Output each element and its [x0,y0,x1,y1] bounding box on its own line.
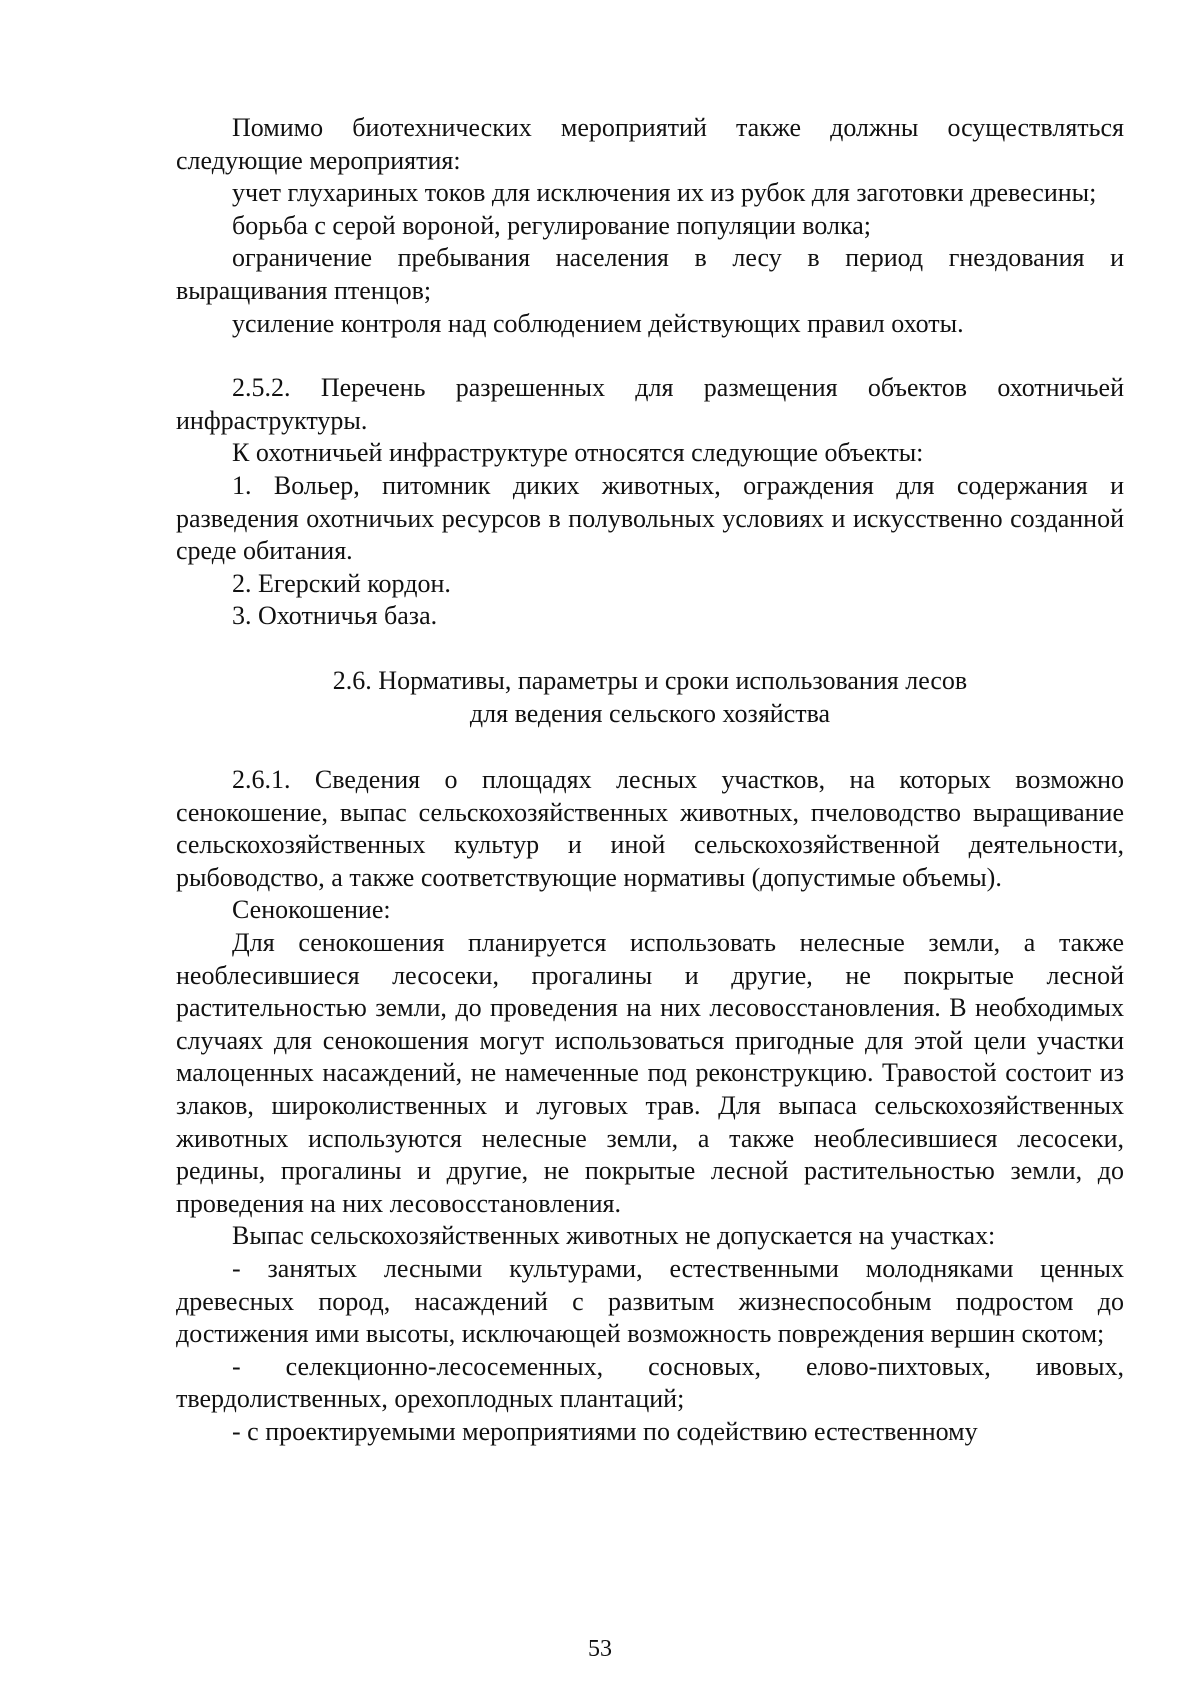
document-body [176,112,1124,1449]
list-item: - с проектируемыми мероприятиями по содействию естественному [232,1416,978,1446]
paragraph: Сенокошение: [232,895,391,925]
spacer [176,730,1124,764]
paragraph: усиление контроля над соблюдением действующих правил охоты. [232,308,964,338]
section-heading-line: для ведения сельского хозяйства [469,698,831,728]
section-title-2-6-1: 2.6.1. Сведения о площадях лесных участков, на которых возможно сенокошение, выпас сельскохозяйственных животных, пчеловодство выращивание сельскохозяйственных культур и иной сельскохозяйственной деятельности, рыбоводство, а также соответствующие нормативы (допустимые объемы). [176,765,1124,892]
paragraph: К охотничьей инфраструктуре относятся следующие объекты: [232,438,924,468]
paragraph: Выпас сельскохозяйственных животных не допускается на участках: [232,1221,996,1251]
list-item: - селекционно-лесосеменных, сосновых, елово-пихтовых, ивовых, твердолиственных, орехоплодных плантаций; [176,1351,1124,1414]
paragraph: Помимо биотехнических мероприятий также должны осуществляться следующие мероприятия: [176,113,1124,175]
list-item: 2. Егерский кордон. [232,568,451,598]
section-heading-2-6 [310,665,990,730]
section-heading-line: 2.6. Нормативы, параметры и сроки использования лесов [332,665,968,695]
section-title-2-5-2: 2.5.2. Перечень разрешенных для размещения объектов охотничьей инфраструктуры. [176,373,1124,435]
paragraph: учет глухариных токов для исключения их из рубок для заготовки древесины; [232,178,1097,208]
paragraph: Для сенокошения планируется использовать нелесные земли, а также необлесившиеся лесосеки, прогалины и другие, не покрытые лесной растительностью земли, до проведения на них лесовосстановления. В необходимых случаях для сенокошения могут использоваться пригодные для этой цели участки малоценных насаждений, не намеченные под реконструкцию. Травостой состоит из злаков, широколиственных и луговых трав. Для выпаса сельскохозяйственных животных используются нелесные земли, а также необлесившиеся лесосеки, редины, прогалины и другие, не покрытые лесной растительностью земли, до проведения на них лесовосстановления. [176,928,1124,1218]
list-item: 3. Охотничья база. [232,601,438,631]
paragraph: ограничение пребывания населения в лесу в период гнездования и выращивания птенцов; [176,243,1124,305]
spacer [176,340,1124,372]
spacer [176,633,1124,665]
list-item: - занятых лесными культурами, естественными молодняками ценных древесных пород, насаждений с развитым жизнеспособным подростом до достижения ими высоты, исключающей возможность повреждения вершин скотом; [176,1254,1124,1349]
list-item: 1. Вольер, питомник диких животных, ограждения для содержания и разведения охотничьих ресурсов в полувольных условиях и искусственно созданной среде обитания. [176,470,1124,566]
paragraph: борьба с серой вороной, регулирование популяции волка; [232,210,872,240]
page-number: 53 [588,1636,612,1662]
